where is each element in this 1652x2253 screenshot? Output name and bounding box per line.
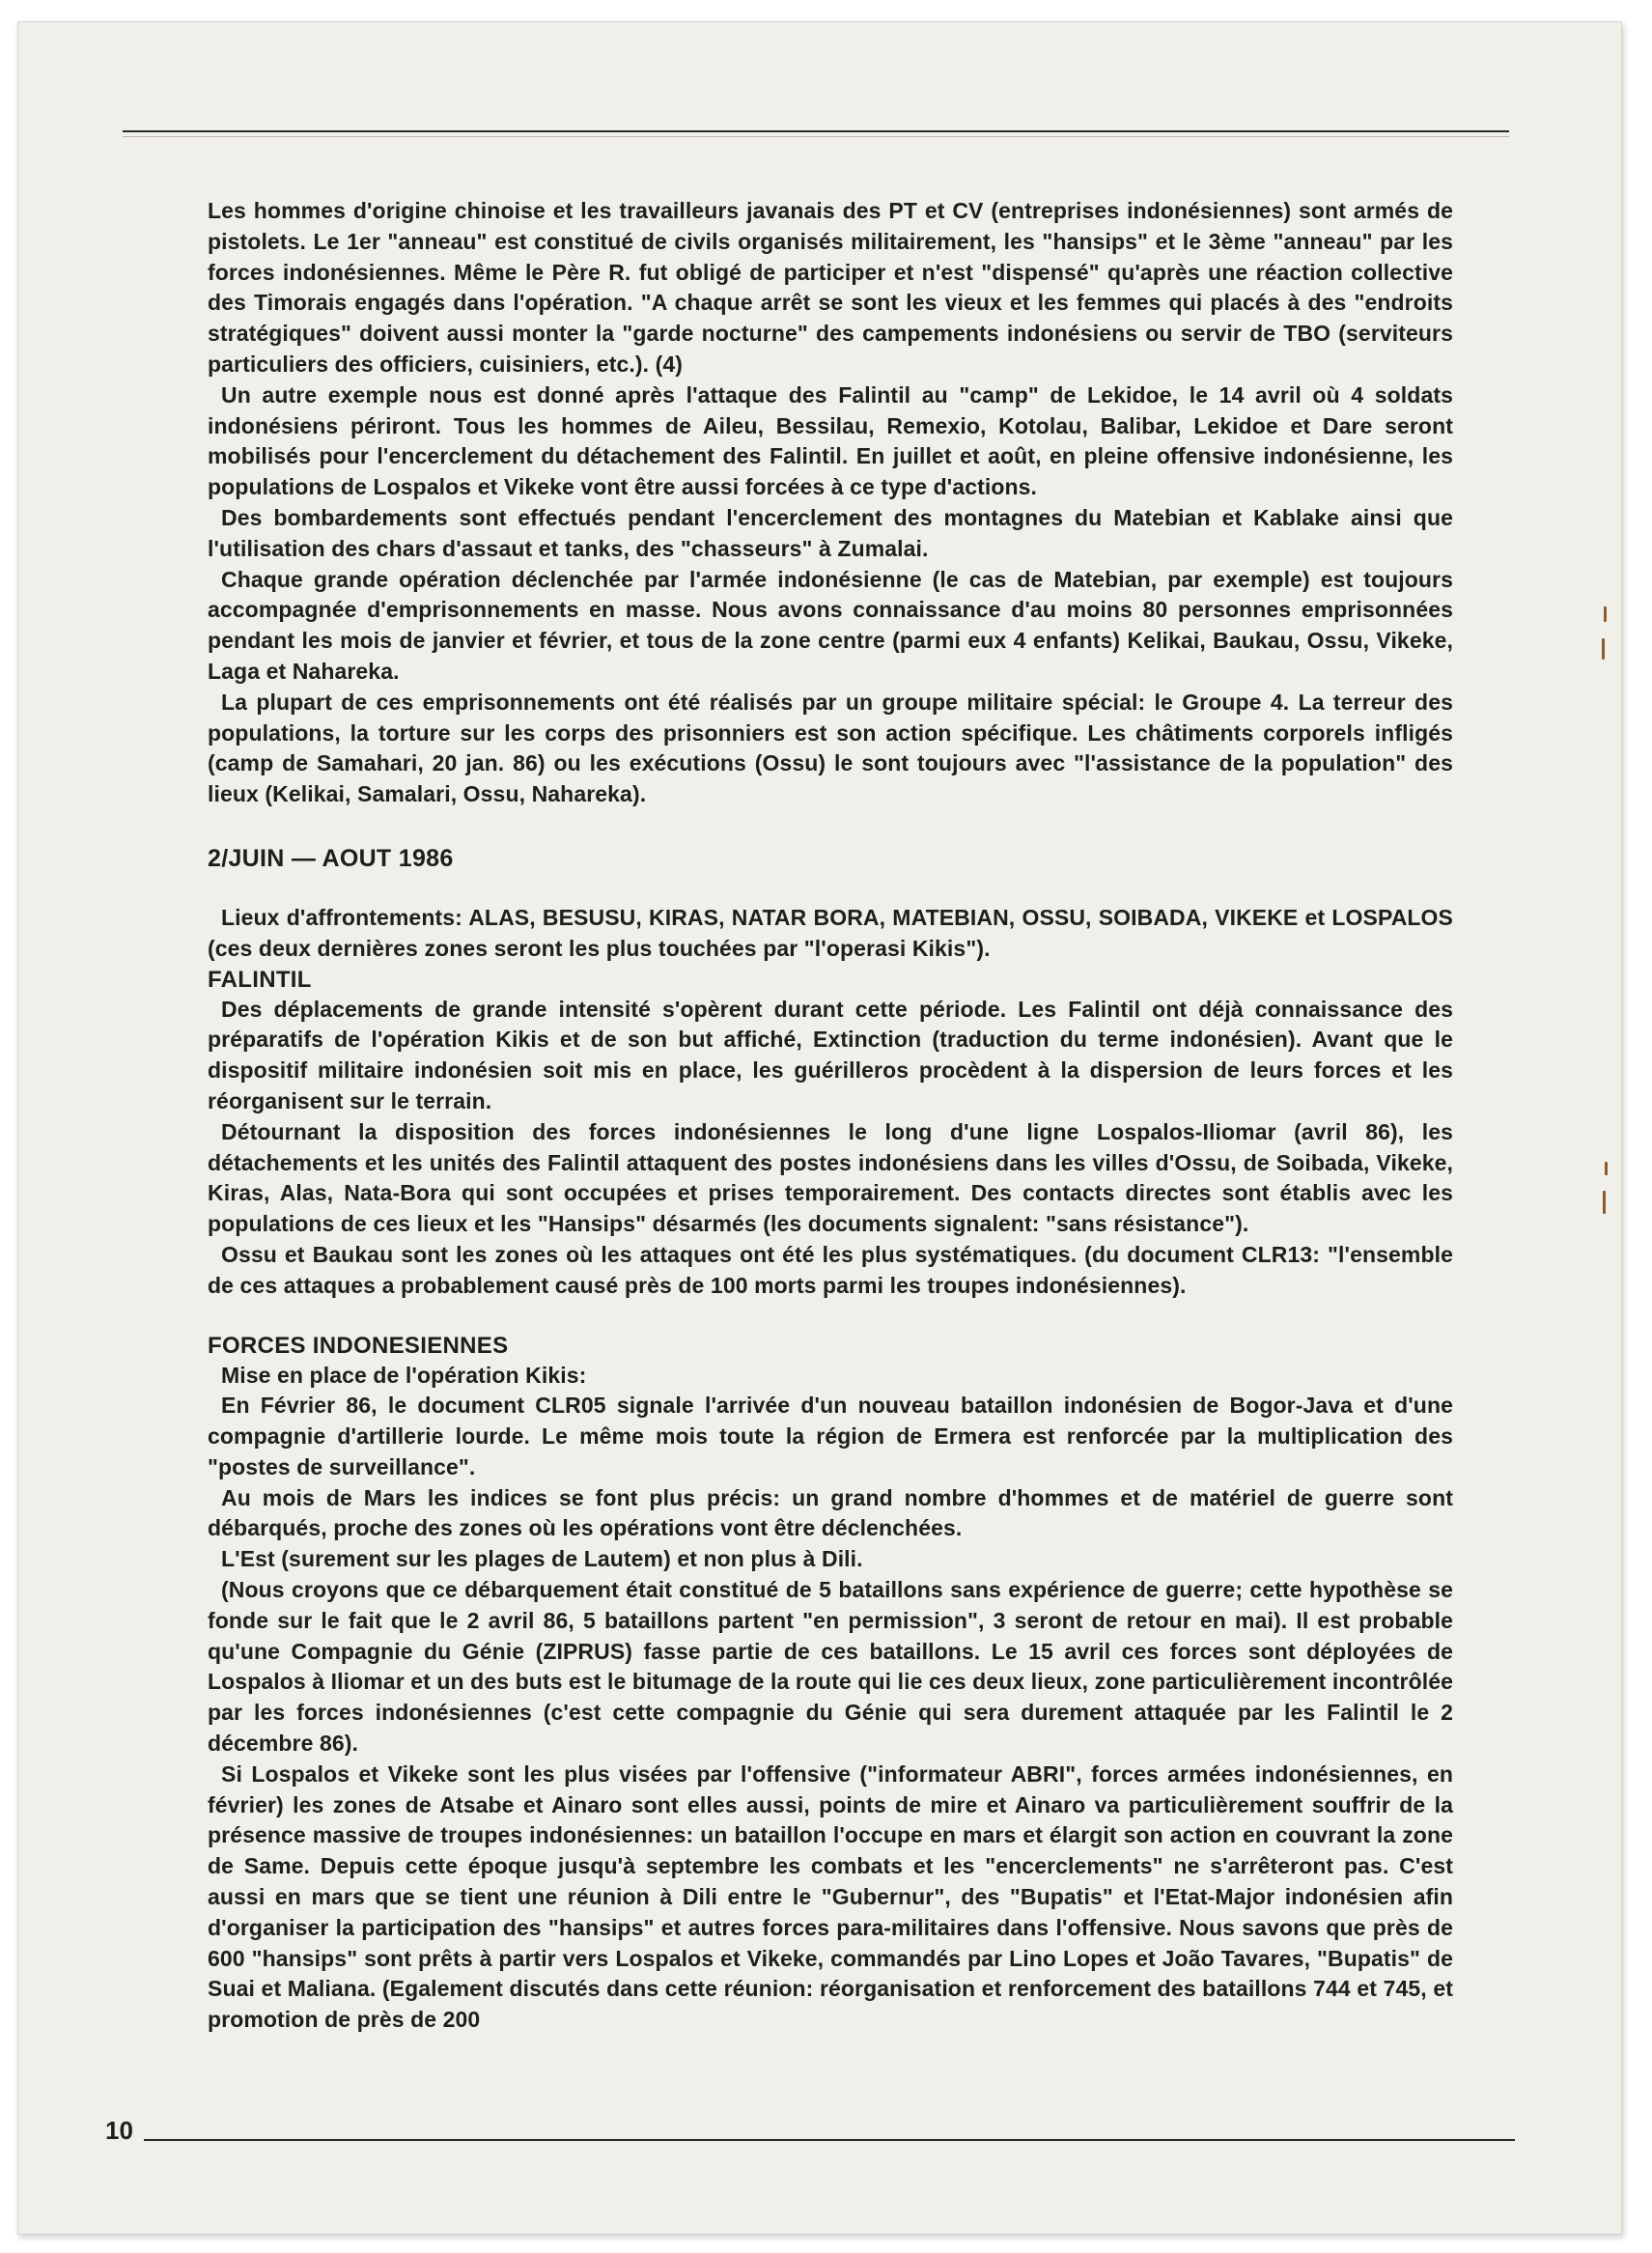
falintil-heading: FALINTIL: [208, 966, 312, 993]
paragraph-forces-5: (Nous croyons que ce débarquement était constitué de 5 bataillons sans expérience de guerre; cette hypothèse se fonde sur le fait que le 2 avril 86, 5 bataillons partent "en permission", 3 seront de retour en mai). Il est probable qu'une Compagnie du Génie (ZIPRUS) fasse partie de ces bataillons. Le 15 avril ces forces sont déployées de Lospalos à Iliomar et un des buts est le bitumage de la route qui lie ces deux lieux, zone particulièrement incontrôlée par les forces indonésiennes (c'est cette compagnie du Génie qui sera durement attaquée par les Falintil le 2 décembre 86).: [208, 1577, 1453, 1757]
article-body: [208, 196, 1453, 2036]
edge-mark: [1602, 638, 1605, 660]
spacer: [208, 874, 1453, 903]
page-number: 10: [105, 2116, 133, 2145]
header-rule-shadow: [123, 136, 1509, 137]
footer-rule: [144, 2139, 1515, 2141]
paragraph-intro-5: La plupart de ces emprisonnements ont été réalisés par un groupe militaire spécial: le Groupe 4. La terreur des populations, la torture sur les corps des prisonniers est son action spécifique. Les châtiments corporels infligés (camp de Samahari, 20 jan. 86) ou les exécutions (Ossu) le sont toujours avec "l'assistance de la population" des lieux (Kelikai, Samalari, Ossu, Nahareka).: [208, 689, 1453, 807]
paragraph-forces-4: L'Est (surement sur les plages de Lautem) et non plus à Dili.: [221, 1546, 863, 1572]
paragraph-forces-2: En Février 86, le document CLR05 signale l'arrivée d'un nouveau bataillon indonésien de Bogor-Java et d'une compagnie d'artillerie lourde. Le même mois toute la région de Ermera est renforcée par la multiplication des "postes de surveillance".: [208, 1393, 1453, 1479]
edge-mark: [1604, 606, 1607, 622]
paragraph-lieux: Lieux d'affrontements: ALAS, BESUSU, KIRAS, NATAR BORA, MATEBIAN, OSSU, SOIBADA, VIKEKE et LOSPALOS (ces deux dernières zones seront les plus touchées par "l'operasi Kikis").: [208, 904, 1453, 961]
paragraph-falintil-3: Ossu et Baukau sont les zones où les attaques ont été les plus systématiques. (du document CLR13: "l'ensemble de ces attaques a probablement causé près de 100 morts parmi les troupes indonésiennes).: [208, 1241, 1453, 1298]
edge-mark: [1603, 1191, 1606, 1214]
paragraph-intro-3: Des bombardements sont effectués pendant l'encerclement des montagnes du Matebian et Kablake ainsi que l'utilisation des chars d'assaut et tanks, des "chasseurs" à Zumalai.: [208, 504, 1453, 561]
paragraph-falintil-2: Détournant la disposition des forces indonésiennes le long d'une ligne Lospalos-Iliomar (avril 86), les détachements et les unités des Falintil attaquent des postes indonésiens dans les villes d'Ossu, de Soibada, Vikeke, Kiras, Alas, Nata-Bora qui sont occupées et prises temporairement. Des contacts directes sont établis avec les populations de ces lieux et les "Hansips" désarmés (les documents signalent: "sans résistance").: [208, 1118, 1453, 1237]
paragraph-intro-1: Les hommes d'origine chinoise et les travailleurs javanais des PT et CV (entreprises indonésiennes) sont armés de pistolets. Le 1er "anneau" est constitué de civils organisés militairement, les "hansips" et le 3ème "anneau" par les forces indonésiennes. Même le Père R. fut obligé de participer et n'est "dispensé" qu'après une réaction collective des Timorais engagés dans l'opération. "A chaque arrêt se sont les vieux et les femmes qui placés à des "endroits stratégiques" doivent aussi monter la "garde nocturne" des campements indonésiens ou servir de TBO (serviteurs particuliers des officiers, cuisiniers, etc.). (4): [208, 198, 1453, 377]
page-footer: [105, 2116, 1515, 2145]
paragraph-forces-6: Si Lospalos et Vikeke sont les plus visées par l'offensive ("informateur ABRI", forces armées indonésiennes, en février) les zones de Atsabe et Ainaro sont elles aussi, points de mire et Ainaro va particulièrement souffrir de la présence massive de troupes indonésiennes: un bataillon l'occupe en mars et élargit son action en couvrant la zone de Same. Depuis cette époque jusqu'à septembre les combats et les "encerclements" ne s'arrêteront pas. C'est aussi en mars que se tient une réunion à Dili entre le "Gubernur", des "Bupatis" et l'Etat-Major indonésien afin d'organiser la participation des "hansips" et autres forces para-militaires dans l'offensive. Nous savons que près de 600 "hansips" sont prêts à partir vers Lospalos et Vikeke, commandés par Lino Lopes et João Tavares, "Bupatis" de Suai et Maliana. (Egalement discutés dans cette réunion: réorganisation et renforcement des bataillons 744 et 745, et promotion de près de 200: [208, 1760, 1453, 2033]
spacer: [208, 810, 1453, 843]
section-heading: 2/JUIN — AOUT 1986: [208, 844, 454, 872]
document-page: [17, 21, 1622, 2235]
forces-heading: FORCES INDONESIENNES: [208, 1332, 509, 1359]
paragraph-intro-2: Un autre exemple nous est donné après l'attaque des Falintil au "camp" de Lekidoe, le 14 avril où 4 soldats indonésiens périront. Tous les hommes de Aileu, Bessilau, Remexio, Kotolau, Balibar, Lekidoe et Dare seront mobilisés pour l'encerclement du détachement des Falintil. En juillet et août, en pleine offensive indonésienne, les populations de Lospalos et Vikeke vont être aussi forcées à ce type d'actions.: [208, 381, 1453, 500]
paragraph-forces-3: Au mois de Mars les indices se font plus précis: un grand nombre d'hommes et de matériel de guerre sont débarqués, proche des zones où les opérations vont être déclenchées.: [208, 1484, 1453, 1541]
edge-mark: [1605, 1162, 1608, 1175]
paragraph-intro-4: Chaque grande opération déclenchée par l'armée indonésienne (le cas de Matebian, par exemple) est toujours accompagnée d'emprisonnements en masse. Nous avons connaissance d'au moins 80 personnes emprisonnées pendant les mois de janvier et février, et tous de la zone centre (parmi eux 4 enfants) Kelikai, Baukau, Ossu, Vikeke, Laga et Nahareka.: [208, 566, 1453, 684]
paragraph-forces-1: Mise en place de l'opération Kikis:: [221, 1362, 587, 1388]
paragraph-falintil-1: Des déplacements de grande intensité s'opèrent durant cette période. Les Falintil ont déjà connaissance des préparatifs de l'opération Kikis et de son but affiché, Extinction (traduction du terme indonésien). Avant que le dispositif militaire indonésien soit mis en place, les guérilleros procèdent à la dispersion de leurs forces et les réorganisent sur le terrain.: [208, 996, 1453, 1113]
header-rule: [123, 130, 1509, 132]
spacer: [208, 1302, 1453, 1331]
